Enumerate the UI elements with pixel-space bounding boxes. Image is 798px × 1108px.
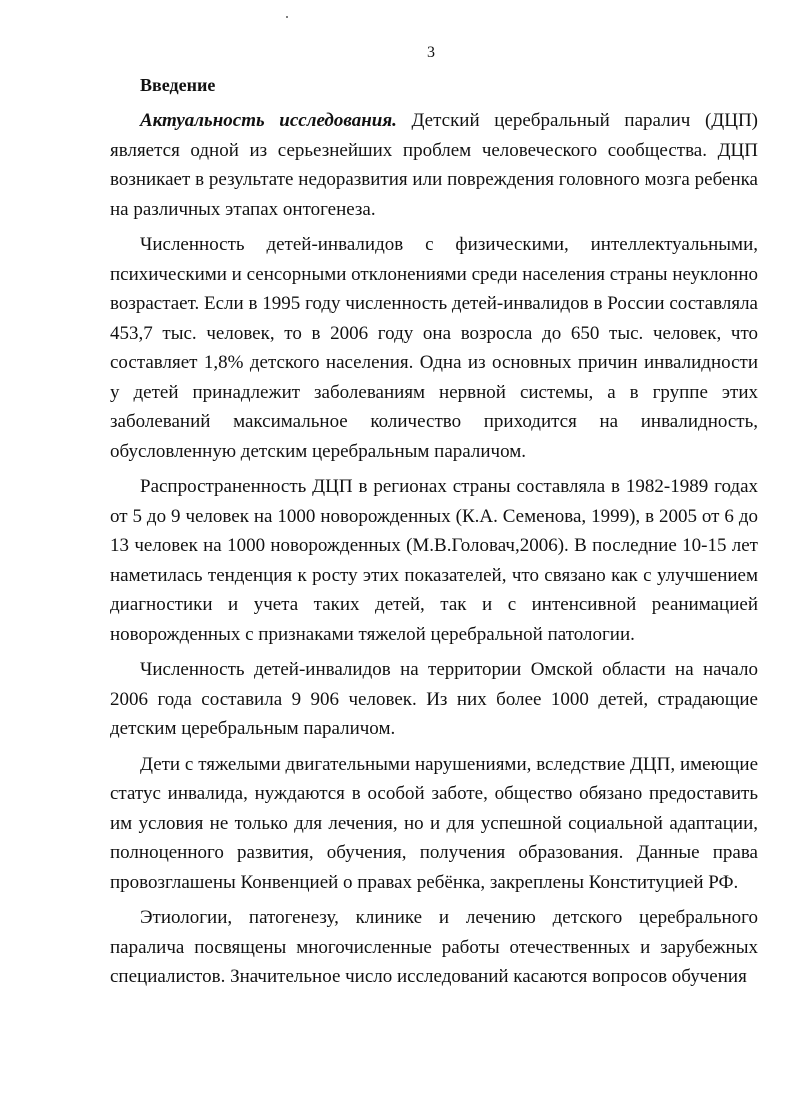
paragraph-1 (110, 106, 758, 224)
body-text (110, 106, 758, 992)
section-heading: Введение (140, 75, 216, 95)
paragraph-5: Дети с тяжелыми двигательными нарушениями, вследствие ДЦП, имеющие статус инвалида, нуждаются в особой заботе, общество обязано предоставить им условия не только для лечения, но и для успешной социальной адаптации, полноценного развития, обучения, получения образования. Данные права провозглашены Конвенцией о правах ребёнка, закреплены Конституцией РФ. (110, 753, 758, 893)
paragraph-lead: Актуальность исследования. (140, 110, 397, 131)
paragraph-6: Этиологии, патогенезу, клинике и лечению детского церебрального паралича посвящены многочисленные работы отечественных и зарубежных специалистов. Значительное число исследований касаются вопросов обучения (110, 907, 758, 987)
paragraph-text: Детский церебральный паралич (ДЦП) является одной из серьезнейших проблем человеческого сообщества. ДЦП возникает в результате недоразвития или повреждения головного мозга ребенка на различных этапах онтогенеза. (110, 110, 758, 220)
paragraph-3: Распространенность ДЦП в регионах страны составляла в 1982-1989 годах от 5 до 9 человек на 1000 новорожденных (К.А. Семенова, 1999), в 2005 от 6 до 13 человек на 1000 новорожденных (М.В.Головач,2006). В последние 10-15 лет наметилась тенденция к росту этих показателей, что связано как с улучшением диагностики и учета таких детей, так и с интенсивной реанимацией новорожденных с признаками тяжелой церебральной патологии. (110, 476, 758, 645)
page-number: 3 (427, 44, 435, 61)
paragraph-4: Численность детей-инвалидов на территории Омской области на начало 2006 года составила 9 906 человек. Из них более 1000 детей, страдающие детским церебральным параличом. (110, 659, 758, 739)
scan-speck (286, 16, 288, 18)
paragraph-2: Численность детей-инвалидов с физическими, интеллектуальными, психическими и сенсорными отклонениями среди населения страны неуклонно возрастает. Если в 1995 году численность детей-инвалидов в России составляла 453,7 тыс. человек, то в 2006 году она возросла до 650 тыс. человек, что составляет 1,8% детского населения. Одна из основных причин инвалидности у детей принадлежит заболеваниям нервной системы, а в группе этих заболеваний максимальное количество приходится на инвалидность, обусловленную детским церебральным параличом. (110, 234, 758, 462)
